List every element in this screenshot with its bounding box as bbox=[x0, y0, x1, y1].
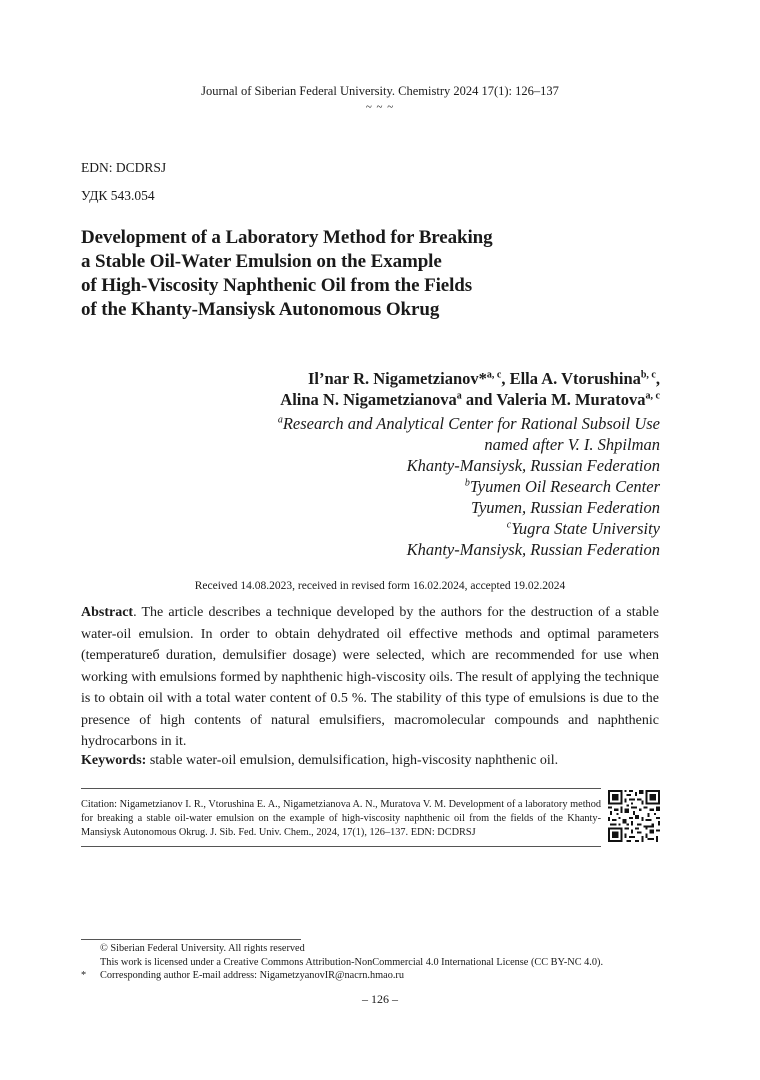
title-line: of the Khanty-Mansiysk Autonomous Okrug bbox=[81, 299, 440, 320]
title-line: Development of a Laboratory Method for Breaking bbox=[81, 227, 493, 248]
author-affiliation-mark: a, c bbox=[645, 390, 660, 402]
citation-bottom-rule bbox=[81, 846, 601, 847]
edn-code: EDN: DCDRSJ bbox=[81, 160, 167, 175]
footnote-mark: * bbox=[81, 970, 87, 981]
footnotes bbox=[81, 942, 701, 983]
footnote-rule bbox=[81, 939, 301, 940]
corresponding-text: Corresponding author E-mail address: NigametzyanovIR@nacrn.hmao.ru bbox=[100, 970, 405, 981]
copyright-notice bbox=[81, 942, 701, 956]
affiliation-line: Tyumen Oil Research Center bbox=[469, 477, 660, 496]
citation: Citation: Nigametzianov I. R., Vtorushina E. A., Nigametzianova A. N., Muratova V. M. Development of a laboratory method for breaking a stable oil-water emulsion on the example of high-viscosity naphthenic oil from the fields of the Khanty-Mansiysk Autonomous Okrug. J. Sib. Fed. Univ. Chem., 2024, 17(1), 126–137. EDN: DCDRSJ bbox=[81, 799, 601, 838]
keywords-label: Keywords: bbox=[81, 753, 147, 768]
keywords bbox=[81, 751, 681, 771]
affiliation-mark: b bbox=[464, 477, 470, 489]
abstract-text: . The article describes a technique developed by the authors for the destruction of a stable water-oil emulsion. In order to obtain dehydrated oil effective methods and optimal parameters (temperatureб duration, demulsifier dosage) were selected, which are recommended for use when working with emulsions formed by naphthenic high-viscosity oils. The result of applying the technique is to obtain oil with a total water content of 0.5 %. The stability of this type of emulsions is due to the presence of high contents of natural emulsifiers, macromolecular compounds and naphthenic hydrocarbons in it. bbox=[81, 605, 659, 749]
author-separator: , bbox=[501, 369, 510, 388]
affiliation-line: Research and Analytical Center for Rational Subsoil Use bbox=[282, 414, 660, 433]
page-number: – 126 – bbox=[362, 992, 398, 1006]
received-dates: Received 14.08.2023, received in revised form 16.02.2024, accepted 19.02.2024 bbox=[194, 580, 566, 592]
author-affiliation-mark: a bbox=[456, 390, 462, 402]
keywords-text: stable water-oil emulsion, demulsification, high-viscosity naphthenic oil. bbox=[146, 753, 559, 768]
affiliation-list bbox=[278, 413, 660, 560]
header-separator: ~ ~ ~ bbox=[365, 101, 395, 113]
title-line: of High-Viscosity Naphthenic Oil from the Fields bbox=[81, 275, 473, 296]
copyright-text: © Siberian Federal University. All rights reserved bbox=[100, 943, 305, 954]
corresponding-author bbox=[81, 969, 701, 983]
qr-code bbox=[608, 790, 660, 842]
author-separator: , bbox=[655, 369, 660, 388]
author-name: Alina N. Nigametzianova bbox=[280, 390, 457, 409]
affiliation-line: Yugra State University bbox=[511, 519, 660, 538]
article-title bbox=[81, 226, 551, 322]
title-line: a Stable Oil-Water Emulsion on the Example bbox=[81, 251, 442, 272]
license-text: This work is licensed under a Creative Commons Attribution-NonCommercial 4.0 International License (CC BY-NC 4.0). bbox=[100, 956, 604, 968]
affiliation-mark: c bbox=[506, 519, 512, 531]
citation-top-rule bbox=[81, 788, 601, 789]
author-affiliation-mark: a, c bbox=[486, 369, 502, 381]
author-list bbox=[280, 368, 660, 410]
affiliation-line: named after V. I. Shpilman bbox=[484, 435, 660, 454]
license-notice bbox=[81, 956, 701, 970]
udk-code: УДК 543.054 bbox=[81, 188, 155, 203]
author-name: Ella A. Vtorushina bbox=[509, 369, 641, 388]
abstract-label: Abstract bbox=[81, 605, 134, 620]
affiliation-line: Khanty-Mansiysk, Russian Federation bbox=[406, 456, 660, 475]
affiliation-line: Tyumen, Russian Federation bbox=[471, 498, 660, 517]
journal-header: Journal of Siberian Federal University. Chemistry 2024 17(1): 126–137 bbox=[201, 84, 559, 98]
author-name: Valeria M. Muratova bbox=[496, 390, 646, 409]
author-name: Il’nar R. Nigametzianov* bbox=[308, 369, 487, 388]
affiliation-mark: a bbox=[277, 414, 283, 426]
author-affiliation-mark: b, c bbox=[640, 369, 656, 381]
author-separator: and bbox=[461, 390, 497, 409]
affiliation-line: Khanty-Mansiysk, Russian Federation bbox=[406, 540, 660, 559]
abstract bbox=[81, 602, 659, 753]
